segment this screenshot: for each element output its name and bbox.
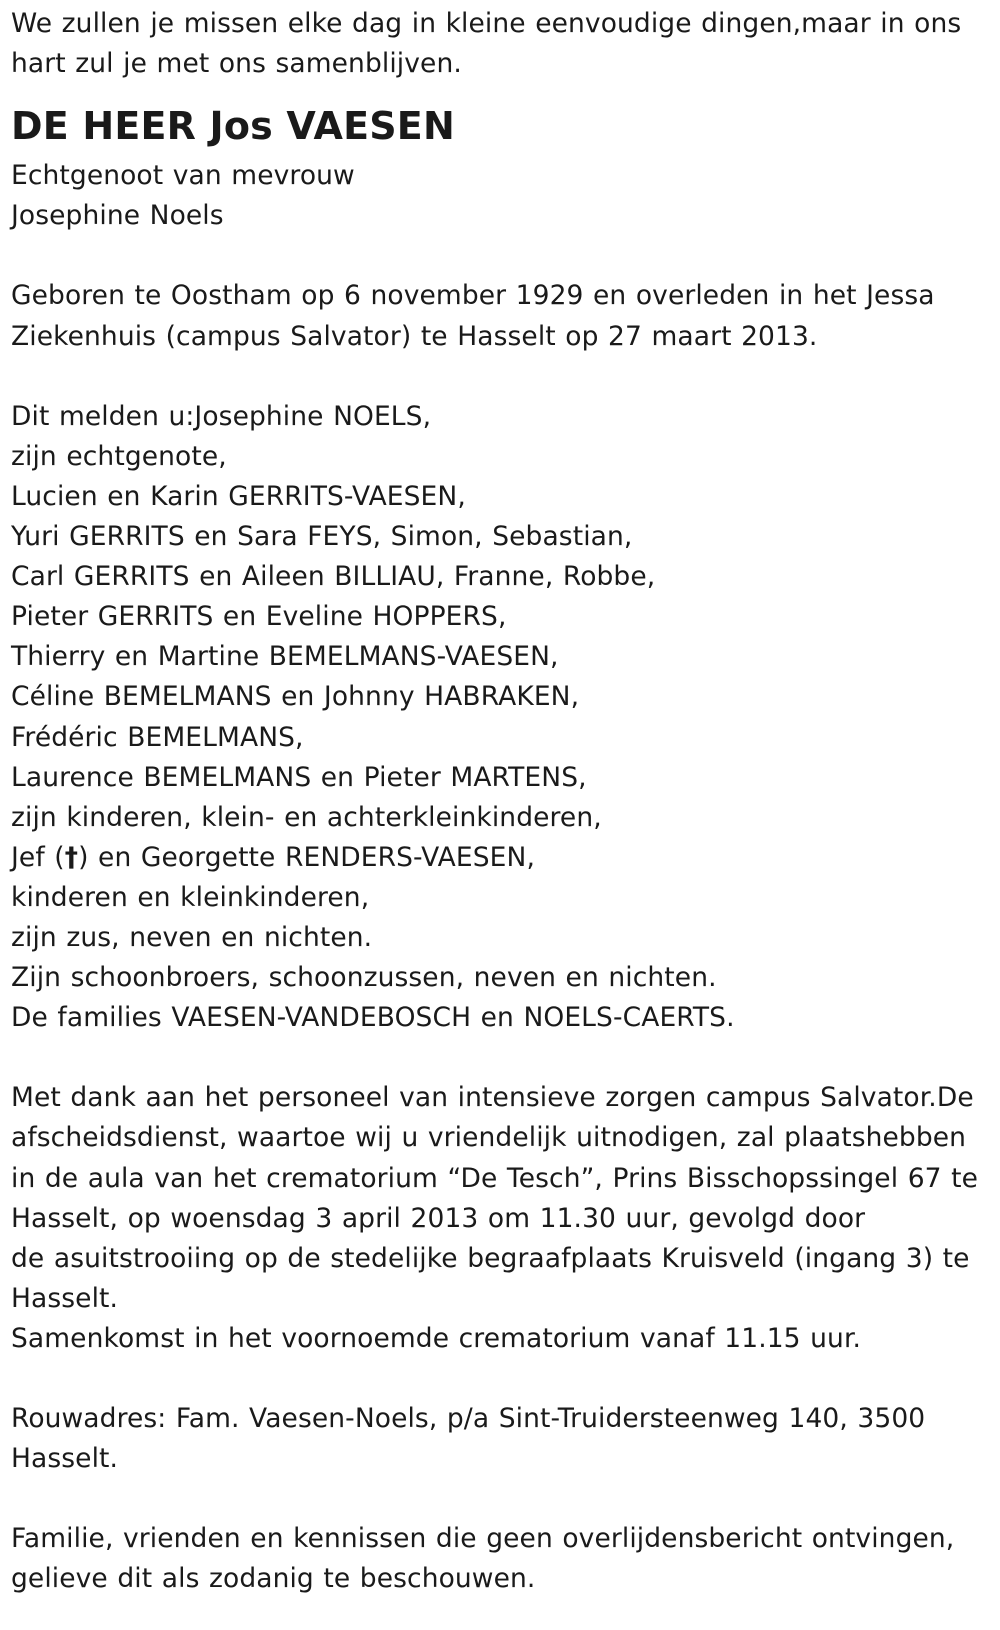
family-line: zijn kinderen, klein- en achterkleinkinderen,: [11, 801, 602, 833]
family-line: Yuri GERRITS en Sara FEYS, Simon, Sebastian,: [11, 521, 633, 553]
text-line: Geboren te Oostham op 6 november 1929 en overleden in het Jessa: [11, 280, 935, 312]
family-list: [11, 397, 991, 1039]
spacer: [11, 236, 991, 276]
service-info: [11, 1078, 991, 1359]
family-line: Dit melden u:Josephine NOELS,: [11, 400, 432, 432]
family-line-jef: [11, 838, 991, 878]
text-line: afscheidsdienst, waartoe wij u vriendelijk uitnodigen, zal plaatshebben: [11, 1122, 967, 1154]
text-line: Echtgenoot van mevrouw: [11, 160, 355, 192]
text-line: Hasselt.: [11, 1282, 119, 1314]
text-line: Samenkomst in het voornoemde crematorium vanaf 11.15 uur.: [11, 1322, 862, 1354]
closing-note: [11, 1519, 991, 1599]
mourning-address: [11, 1399, 991, 1479]
family-line: Zijn schoonbroers, schoonzussen, neven en nichten.: [11, 962, 717, 994]
spacer: [11, 357, 991, 397]
intro-text: [11, 4, 991, 84]
text-line: Rouwadres: Fam. Vaesen-Noels, p/a Sint-Truidersteenweg 140, 3500: [11, 1403, 926, 1435]
family-line: Carl GERRITS en Aileen BILLIAU, Franne, Robbe,: [11, 561, 656, 593]
family-line: Lucien en Karin GERRITS-VAESEN,: [11, 480, 466, 512]
birth-death-info: [11, 276, 991, 356]
text-line: hart zul je met ons samenblijven.: [11, 48, 462, 80]
family-line: De families VAESEN-VANDEBOSCH en NOELS-CAERTS.: [11, 1002, 735, 1034]
family-line: Céline BEMELMANS en Johnny HABRAKEN,: [11, 681, 580, 713]
family-line: zijn zus, neven en nichten.: [11, 921, 373, 953]
text-line: Met dank aan het personeel van intensieve zorgen campus Salvator.De: [11, 1082, 974, 1114]
family-line: Thierry en Martine BEMELMANS-VAESEN,: [11, 641, 559, 673]
text-line: Hasselt.: [11, 1443, 119, 1475]
spouse-info: [11, 156, 991, 236]
spacer: [11, 1479, 991, 1519]
family-line: Laurence BEMELMANS en Pieter MARTENS,: [11, 761, 587, 793]
spacer: [11, 1038, 991, 1078]
family-line: kinderen en kleinkinderen,: [11, 881, 370, 913]
text-line: in de aula van het crematorium “De Tesch”, Prins Bisschopssingel 67 te: [11, 1162, 979, 1194]
spacer: [11, 1359, 991, 1399]
text-line: Hasselt, op woensdag 3 april 2013 om 11.30 uur, gevolgd door: [11, 1202, 866, 1234]
cross-icon: †: [64, 841, 79, 873]
jef-before: Jef (: [11, 841, 65, 873]
family-line: Frédéric BEMELMANS,: [11, 721, 304, 753]
text-line: de asuitstrooiing op de stedelijke begraafplaats Kruisveld (ingang 3) te: [11, 1242, 970, 1274]
text-line: Ziekenhuis (campus Salvator) te Hasselt op 27 maart 2013.: [11, 320, 818, 352]
death-notice: [11, 4, 991, 1600]
deceased-name: DE HEER Jos VAESEN: [11, 104, 455, 149]
text-line: Josephine Noels: [11, 200, 224, 232]
text-line: Familie, vrienden en kennissen die geen overlijdensbericht ontvingen,: [11, 1523, 955, 1555]
family-line: Pieter GERRITS en Eveline HOPPERS,: [11, 601, 507, 633]
text-line: We zullen je missen elke dag in kleine eenvoudige dingen,maar in ons: [11, 8, 962, 39]
text-line: gelieve dit als zodanig te beschouwen.: [11, 1563, 536, 1595]
jef-after: ) en Georgette RENDERS-VAESEN,: [78, 841, 535, 873]
family-line: zijn echtgenote,: [11, 440, 227, 472]
